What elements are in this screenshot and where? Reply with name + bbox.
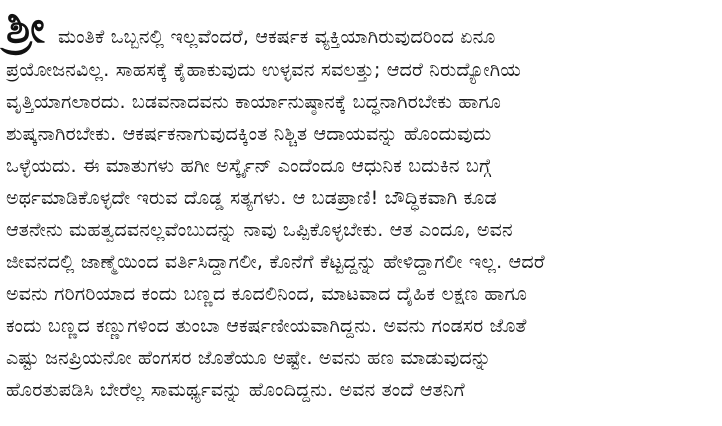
- text-line: ಹೊರತುಪಡಿಸಿ ಬೇರೆಲ್ಲ ಸಾಮರ್ಥ್ಯವನ್ನು ಹೊಂದಿದ್ದನು. ಅವನ ತಂದೆ ಆತನಿಗೆ: [6, 379, 465, 401]
- text-line: ಅವನು ಗರಿಗರಿಯಾದ ಕಂದು ಬಣ್ಣದ ಕೂದಲಿನಿಂದ, ಮಾಟವಾದ ದೈಹಿಕ ಲಕ್ಷಣ ಹಾಗೂ: [6, 283, 528, 305]
- drop-cap: ಶ್ರೀ: [6, 2, 45, 53]
- text-line: ಜೀವನದಲ್ಲಿ ಜಾಣ್ಮೆಯಿಂದ ವರ್ತಿಸಿದ್ದಾಗಲೀ, ಕೊನೆಗೆ ಕೆಟ್ಟದ್ದನ್ನು ಹೇಳಿದ್ದಾಗಲೀ ಇಲ್ಲ. ಆದರೆ: [6, 251, 545, 273]
- text-line: ಕಂದು ಬಣ್ಣದ ಕಣ್ಣುಗಳಿಂದ ತುಂಬಾ ಆಕರ್ಷಣೀಯವಾಗಿದ್ದನು. ಅವನು ಗಂಡಸರ ಜೊತೆ: [6, 315, 527, 337]
- text-line: ಅರ್ಥಮಾಡಿಕೊಳ್ಳದೇ ಇರುವ ದೊಡ್ಡ ಸತ್ಯಗಳು. ಆ ಬಡಪ್ರಾಣಿ! ಬೌದ್ಧಿಕವಾಗಿ ಕೂಡ: [6, 187, 497, 209]
- text-line: ಒಳ್ಳೆಯದು. ಈ ಮಾತುಗಳು ಹಗೀ ಅರ್ಸ್ಕೈನ್ ಎಂದೆಂದೂ ಆಧುನಿಕ ಬದುಕಿನ ಬಗ್ಗೆ: [6, 155, 492, 177]
- text-line: ವೃತ್ತಿಯಾಗಲಾರದು. ಬಡವನಾದವನು ಕಾರ್ಯಾನುಷ್ಠಾನಕ್ಕೆ ಬದ್ಧನಾಗಿರಬೇಕು ಹಾಗೂ: [6, 91, 502, 113]
- text-line: ಮಂತಿಕೆ ಒಬ್ಬನಲ್ಲಿ ಇಲ್ಲವೆಂದರೆ, ಆಕರ್ಷಕ ವ್ಯಕ್ತಿಯಾಗಿರುವುದರಿಂದ ಏನೂ: [58, 26, 496, 48]
- text-line: ಆತನೇನು ಮಹತ್ವದವನಲ್ಲವೆಂಬುದನ್ನು ನಾವು ಒಪ್ಪಿಕೊಳ್ಳಬೇಕು. ಆತ ಎಂದೂ, ಅವನ: [6, 219, 513, 241]
- text-line: ಶುಷ್ಕನಾಗಿರಬೇಕು. ಆಕರ್ಷಕನಾಗುವುದಕ್ಕಿಂತ ನಿಶ್ಚಿತ ಆದಾಯವನ್ನು ಹೊಂದುವುದು: [6, 123, 492, 145]
- text-line: ಪ್ರಯೋಜನವಿಲ್ಲ. ಸಾಹಸಕ್ಕೆ ಕೈಹಾಕುವುದು ಉಳ್ಳವನ ಸವಲತ್ತು; ಆದರೆ ನಿರುದ್ಯೋಗಿಯ: [6, 59, 521, 81]
- text-line: ಎಷ್ಟು ಜನಪ್ರಿಯನೋ ಹೆಂಗಸರ ಜೊತೆಯೂ ಅಷ್ಟೇ. ಅವನು ಹಣ ಮಾಡುವುದನ್ನು: [6, 347, 492, 369]
